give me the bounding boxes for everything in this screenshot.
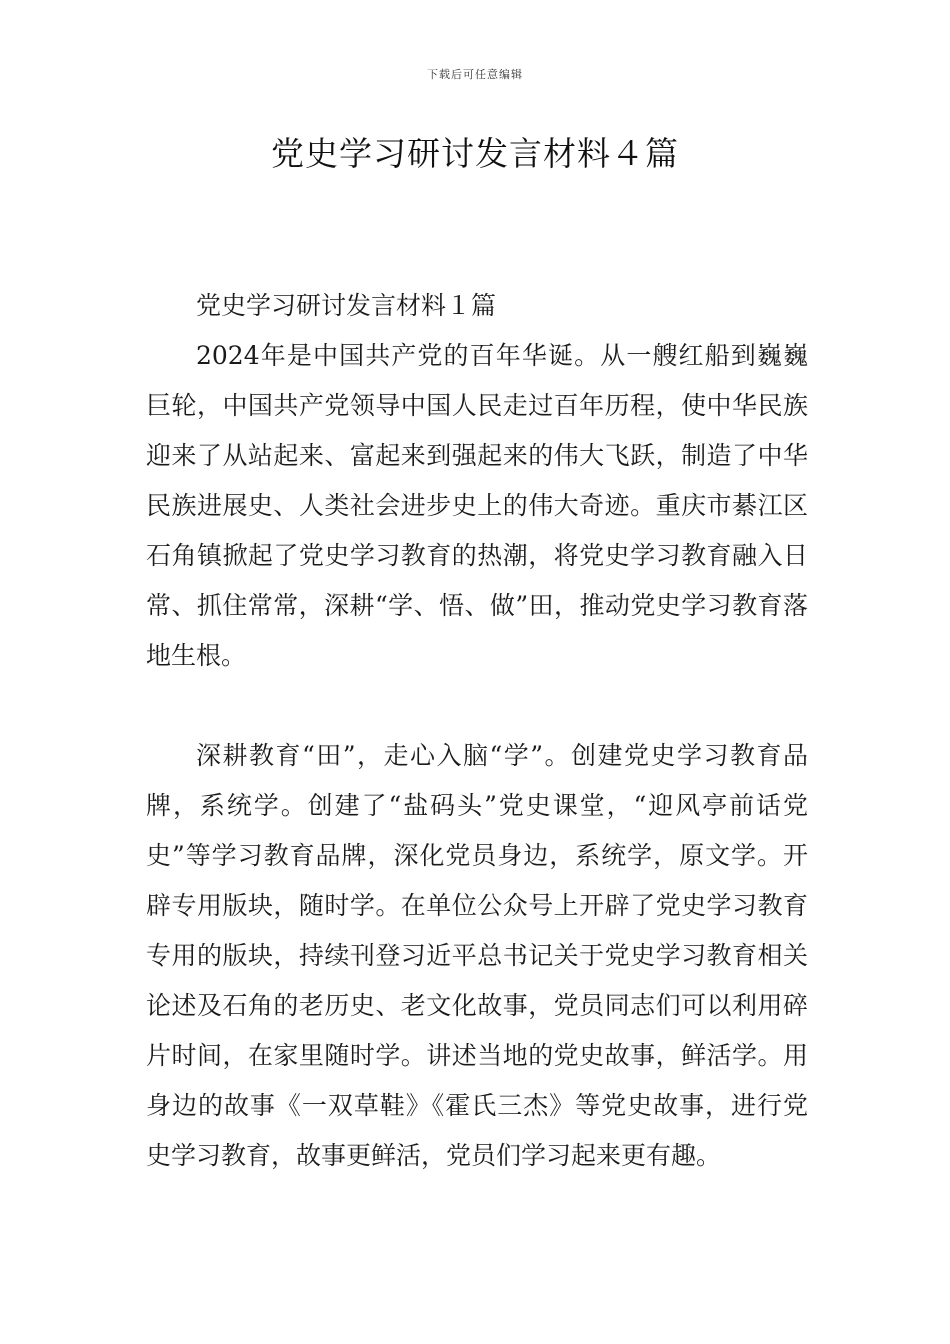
document-body — [146, 281, 808, 1181]
paragraph-intro: 2024年是中国共产党的百年华诞。从一艘红船到巍巍巨轮，中国共产党领导中国人民走过百年历程，使中华民族迎来了从站起来、富起来到强起来的伟大飞跃，制造了中华民族进展史、人类社会进步史上的伟大奇迹。重庆市綦江区石角镇掀起了党史学习教育的热潮，将党史学习教育融入日常、抓住常常，深耕“学、悟、做”田，推动党史学习教育落地生根。 — [146, 341, 808, 670]
header-note: 下载后可任意编辑 — [427, 68, 523, 81]
paragraph-gap — [146, 681, 808, 731]
section-heading: 党史学习研讨发言材料１篇 — [196, 291, 497, 320]
document-title: 党史学习研讨发言材料４篇 — [271, 134, 679, 173]
paragraph-study: 深耕教育“田”，走心入脑“学”。创建党史学习教育品牌，系统学。创建了“盐码头”党史课堂，“迎风亭前话党史”等学习教育品牌，深化党员身边，系统学，原文学。开辟专用版块，随时学。在单位公众号上开辟了党史学习教育专用的版块，持续刊登习近平总书记关于党史学习教育相关论述及石角的老历史、老文化故事，党员同志们可以利用碎片时间，在家里随时学。讲述当地的党史故事，鲜活学。用身边的故事《一双草鞋》《霍氏三杰》等党史故事，进行党史学习教育，故事更鲜活，党员们学习起来更有趣。 — [146, 741, 808, 1170]
